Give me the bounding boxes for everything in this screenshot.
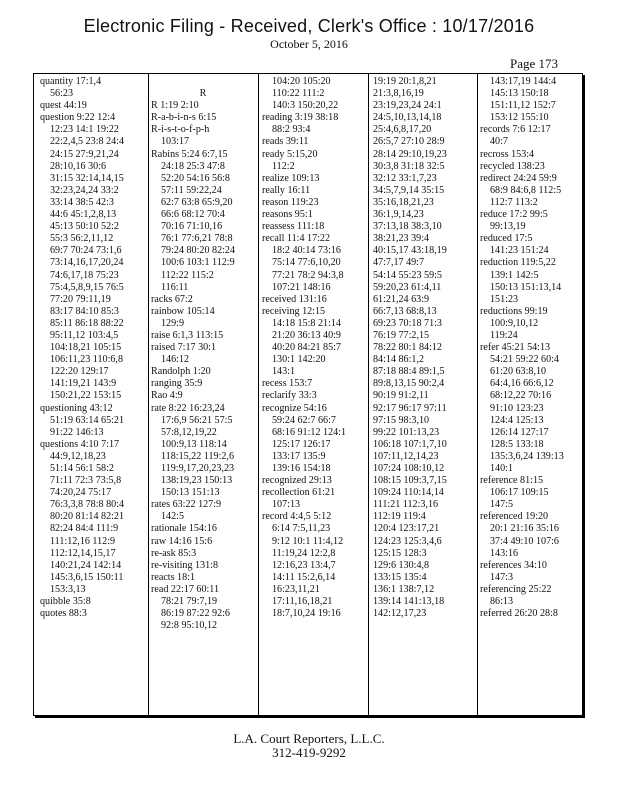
index-entry: referenced 19:20 [480, 511, 549, 523]
page-number: Page 173 [509, 56, 558, 71]
index-entry: 147:3 [490, 571, 513, 583]
index-entry: 86:19 87:22 92:6 [161, 608, 230, 620]
index-entry: 61:20 63:8,10 [490, 366, 547, 378]
index-entry: reduction 119:5,22 [480, 257, 556, 269]
index-entry: 12:23 14:1 19:22 [50, 124, 119, 136]
index-entry: 112:7 113:2 [490, 196, 538, 208]
index-entry: 47:7,17 49:7 [373, 257, 425, 269]
index-entry: 106:17 109:15 [490, 487, 549, 499]
column-divider [477, 74, 478, 715]
index-entry: 17:11,16,18,21 [272, 596, 333, 608]
index-entry: 17:6,9 56:21 57:5 [161, 414, 233, 426]
index-entry: recall 11:4 17:22 [262, 233, 331, 245]
index-entry: 44:9,12,18,23 [50, 450, 106, 462]
index-entry: 68:12,22 70:16 [490, 390, 552, 402]
index-entry: 147:5 [490, 499, 513, 511]
index-entry: 106:11,23 110:6,8 [50, 354, 123, 366]
index-entry: 77:20 79:11,19 [50, 293, 111, 305]
index-entry: really 16:11 [262, 184, 311, 196]
index-entry: 32:23,24,24 33:2 [50, 184, 119, 196]
letter-heading: R [199, 88, 207, 100]
index-entry: 153:3,13 [50, 583, 86, 595]
column-divider [368, 74, 369, 715]
index-entry: 124:23 125:3,4,6 [373, 535, 442, 547]
index-entry: 38:21,23 39:4 [373, 233, 430, 245]
index-entry: ranging 35:9 [151, 378, 203, 390]
index-entry: raised 7:17 30:1 [151, 342, 217, 354]
index-entry: rate 8:22 16:23,24 [151, 402, 225, 414]
index-entry: quotes 88:3 [40, 608, 87, 620]
index-entry: 153:12 155:10 [490, 112, 549, 124]
index-entry: ready 5:15,20 [262, 148, 318, 160]
index-entry: records 7:6 12:17 [480, 124, 551, 136]
index-entry: recollection 61:21 [262, 487, 336, 499]
index-entry: R-i-s-t-o-f-p-h [151, 124, 210, 136]
index-entry: 151:23 [490, 293, 519, 305]
index-entry: 40:7 [490, 136, 508, 148]
index-entry: 24:15 27:9,21,24 [50, 148, 119, 160]
court-reporter-phone: 312-419-9292 [272, 745, 346, 760]
index-entry: 54:21 59:22 60:4 [490, 354, 559, 366]
index-entry: read 22:17 60:11 [151, 583, 220, 595]
index-entry: 78:22 80:1 84:12 [373, 342, 442, 354]
index-entry: questioning 43:12 [40, 402, 113, 414]
index-entry: 11:19,24 12:2,8 [272, 547, 336, 559]
index-entry: 133:17 135:9 [272, 450, 326, 462]
index-entry: 99:13,19 [490, 221, 526, 233]
index-entry: 122:20 129:17 [50, 366, 109, 378]
index-entry: 100:9,10,12 [490, 317, 539, 329]
index-entry: 100:9,13 118:14 [161, 438, 227, 450]
index-entry: 24:5,10,13,14,18 [373, 112, 442, 124]
index-entry: raw 14:16 15:6 [151, 535, 213, 547]
index-entry: 26:5,7 27:10 28:9 [373, 136, 445, 148]
index-entry: 143:17,19 144:4 [490, 76, 557, 87]
index-column-4 [373, 76, 473, 713]
index-entry: 126:14 127:17 [490, 426, 549, 438]
index-entry: 150:13 151:13,14 [490, 281, 562, 293]
index-entry: 57:8,12,19,22 [161, 426, 217, 438]
index-entry: reductions 99:19 [480, 305, 548, 317]
index-entry: 104:20 105:20 [272, 76, 331, 87]
index-entry: 139:14 141:13,18 [373, 596, 445, 608]
index-entry: 74:6,17,18 75:23 [50, 269, 119, 281]
index-entry: 111:21 112:3,16 [373, 499, 439, 511]
index-entry: R 1:19 2:10 [151, 100, 199, 112]
index-entry: 79:24 80:20 82:24 [161, 245, 236, 257]
index-entry: 138:19,23 150:13 [161, 475, 233, 487]
index-entry: quest 44:19 [40, 100, 87, 112]
index-entry: 139:1 142:5 [490, 269, 539, 281]
index-entry: 109:24 110:14,14 [373, 487, 444, 499]
index-entry: 28:14 29:10,19,23 [373, 148, 447, 160]
index-entry: 110:22 111:2 [272, 88, 325, 100]
index-entry: 107:13 [272, 499, 301, 511]
index-entry: 135:3,6,24 139:13 [490, 450, 564, 462]
index-entry: recognize 54:16 [262, 402, 327, 414]
index-entry: 31:15 32:14,14,15 [50, 172, 124, 184]
index-entry: 119:24 [490, 329, 518, 341]
index-entry: 28:10,16 30:6 [50, 160, 107, 172]
index-entry: 66:7,13 68:8,13 [373, 305, 437, 317]
index-entry: 91:22 146:13 [50, 426, 104, 438]
index-entry: 143:16 [490, 547, 519, 559]
index-entry: realize 109:13 [262, 172, 320, 184]
index-entry: re-ask 85:3 [151, 547, 197, 559]
index-entry: rates 63:22 127:9 [151, 499, 222, 511]
index-entry: references 34:10 [480, 559, 547, 571]
index-entry: 40:15,17 43:18,19 [373, 245, 447, 257]
index-entry: 23:19,23,24 24:1 [373, 100, 442, 112]
index-entry: 9:12 10:1 11:4,12 [272, 535, 344, 547]
index-entry: 92:8 95:10,12 [161, 620, 218, 632]
index-entry: 141:23 151:24 [490, 245, 549, 257]
index-entry: 133:15 135:4 [373, 571, 427, 583]
index-entry: 86:13 [490, 596, 513, 608]
index-entry: 116:11 [161, 281, 189, 293]
index-entry: 97:15 98:3,10 [373, 414, 430, 426]
index-entry: 90:19 91:2,11 [373, 390, 429, 402]
index-entry: 14:18 15:8 21:14 [272, 317, 341, 329]
index-entry: 125:17 126:17 [272, 438, 331, 450]
index-entry: 12:16,23 13:4,7 [272, 559, 336, 571]
index-entry: 150:13 151:13 [161, 487, 220, 499]
index-entry: 76:19 77:2,15 [373, 329, 430, 341]
index-entry: 142:5 [161, 511, 184, 523]
index-frame [33, 73, 583, 716]
index-entry: 108:15 109:3,7,15 [373, 475, 447, 487]
index-entry: 95:11,12 103:4,5 [50, 329, 119, 341]
index-entry [151, 76, 255, 88]
index-entry: 40:20 84:21 85:7 [272, 342, 341, 354]
index-entry: 140:21,24 142:14 [50, 559, 122, 571]
index-entry: 87:18 88:4 89:1,5 [373, 366, 445, 378]
index-entry: 24:18 25:3 47:8 [161, 160, 225, 172]
index-entry: 35:16,18,21,23 [373, 196, 434, 208]
index-entry: 59:20,23 61:4,11 [373, 281, 442, 293]
index-entry: 103:17 [161, 136, 190, 148]
index-entry: 82:24 84:4 111:9 [50, 523, 119, 535]
index-entry: 19:19 20:1,8,21 [373, 76, 437, 87]
index-entry: Rao 4:9 [151, 390, 183, 402]
index-entry: 85:11 86:18 88:22 [50, 317, 124, 329]
column-divider [148, 74, 149, 715]
index-entry: 136:1 138:7,12 [373, 583, 435, 595]
index-entry: 107:21 148:16 [272, 281, 331, 293]
index-entry: redirect 24:24 59:9 [480, 172, 557, 184]
index-entry: 44:6 45:1,2,8,13 [50, 209, 117, 221]
index-entry: re-visiting 131:8 [151, 559, 219, 571]
index-entry: 151:11,12 152:7 [490, 100, 556, 112]
column-divider [258, 74, 259, 715]
index-entry: 21:20 36:13 40:9 [272, 329, 341, 341]
index-entry: referencing 25:22 [480, 583, 552, 595]
index-entry: 89:8,13,15 90:2,4 [373, 378, 445, 390]
index-entry: 107:11,12,14,23 [373, 450, 439, 462]
index-entry: received 131:16 [262, 293, 327, 305]
index-entry: 142:12,17,23 [373, 608, 427, 620]
index-entry: 34:5,7,9,14 35:15 [373, 184, 445, 196]
index-entry: 51:14 56:1 58:2 [50, 463, 114, 474]
index-entry: 146:12 [161, 354, 190, 366]
index-entry: 18:2 40:14 73:16 [272, 245, 341, 257]
index-entry: question 9:22 12:4 [40, 112, 116, 124]
index-entry: 145:13 150:18 [490, 88, 549, 100]
index-entry: 33:14 38:5 42:3 [50, 196, 114, 208]
index-entry: 66:6 68:12 70:4 [161, 209, 225, 221]
index-entry: 45:13 50:10 52:2 [50, 221, 119, 233]
index-entry: 73:14,16,17,20,24 [50, 257, 124, 269]
index-entry: 59:24 62:7 66:7 [272, 414, 336, 426]
index-entry: 104:18,21 105:15 [50, 342, 122, 354]
index-entry: 36:1,9,14,23 [373, 209, 424, 221]
index-entry: reads 39:11 [262, 136, 309, 148]
index-entry: 129:9 [161, 317, 184, 329]
index-entry: 37:4 49:10 107:6 [490, 535, 559, 547]
index-entry: 51:19 63:14 65:21 [50, 414, 125, 426]
index-entry: 112:22 115:2 [161, 269, 214, 281]
index-entry: 88:2 93:4 [272, 124, 311, 136]
index-entry: receiving 12:15 [262, 305, 326, 317]
index-entry: reason 119:23 [262, 196, 319, 208]
index-entry: recycled 138:23 [480, 160, 545, 172]
index-entry: reclarify 33:3 [262, 390, 317, 402]
index-entry: 80:20 81:14 82:21 [50, 511, 125, 523]
index-entry: 83:17 84:10 85:3 [50, 305, 119, 317]
index-entry: 64:4,16 66:6,12 [490, 378, 554, 390]
index-column-5 [480, 76, 587, 713]
index-entry: 75:4,5,8,9,15 76:5 [50, 281, 124, 293]
index-entry: recognized 29:13 [262, 475, 332, 487]
index-entry: 57:11 59:22,24 [161, 184, 222, 196]
court-reporter-name: L.A. Court Reporters, L.L.C. [233, 731, 385, 746]
index-entry: racks 67:2 [151, 293, 193, 305]
index-entry: 37:13,18 38:3,10 [373, 221, 442, 233]
index-entry: 68:9 84:6,8 112:5 [490, 184, 562, 196]
index-entry: 68:16 91:12 124:1 [272, 426, 347, 438]
index-entry: 75:14 77:6,10,20 [272, 257, 341, 269]
index-entry: quibble 35:8 [40, 596, 91, 608]
index-entry: 124:4 125:13 [490, 414, 544, 426]
index-entry: 107:24 108:10,12 [373, 463, 445, 474]
index-entry: quantity 17:1,4 [40, 76, 102, 87]
index-entry: 76:1 77:6,21 78:8 [161, 233, 233, 245]
index-entry: 55:3 56:2,11,12 [50, 233, 114, 245]
index-entry: reassess 111:18 [262, 221, 325, 233]
index-entry: reacts 18:1 [151, 571, 196, 583]
index-entry: 21:3,8,16,19 [373, 88, 424, 100]
filing-header: Electronic Filing - Received, Clerk's Office : 10/17/2016 [83, 16, 535, 36]
index-entry: 74:20,24 75:17 [50, 487, 112, 499]
index-entry: questions 4:10 7:17 [40, 438, 120, 450]
index-entry: 129:6 130:4,8 [373, 559, 430, 571]
index-entry: recross 153:4 [480, 148, 535, 160]
index-entry: Rabins 5:24 6:7,15 [151, 148, 228, 160]
index-entry: 84:14 86:1,2 [373, 354, 425, 366]
index-entry: 20:1 21:16 35:16 [490, 523, 559, 535]
index-entry: 150:21,22 153:15 [50, 390, 122, 402]
index-entry: 6:14 7:5,11,23 [272, 523, 331, 535]
index-entry: 32:12 33:1,7,23 [373, 172, 437, 184]
index-column-2 [151, 76, 255, 713]
index-entry: 125:15 128:3 [373, 547, 427, 559]
index-entry: 91:10 123:23 [490, 402, 544, 414]
index-entry: 118:15,22 119:2,6 [161, 450, 234, 462]
index-entry: 70:16 71:10,16 [161, 221, 223, 233]
index-entry: recess 153:7 [262, 378, 313, 390]
index-entry: 106:18 107:1,7,10 [373, 438, 447, 450]
index-entry: referred 26:20 28:8 [480, 608, 558, 620]
index-entry: reduce 17:2 99:5 [480, 209, 548, 221]
index-entry: 143:1 [272, 366, 295, 378]
index-entry: reading 3:19 38:18 [262, 112, 339, 124]
index-entry: 111:12,16 112:9 [50, 535, 116, 547]
index-entry: reduced 17:5 [480, 233, 533, 245]
index-entry: raise 6:1,3 113:15 [151, 329, 224, 341]
index-entry: rainbow 105:14 [151, 305, 215, 317]
index-entry: 119:9,17,20,23,23 [161, 463, 235, 474]
index-entry: 120:4 123:17,21 [373, 523, 440, 535]
index-entry: 22:2,4,5 23:8 24:4 [50, 136, 125, 148]
index-entry: rationale 154:16 [151, 523, 217, 535]
index-entry: 69:7 70:24 73:1,6 [50, 245, 122, 257]
index-entry: Randolph 1:20 [151, 366, 211, 378]
index-entry: 62:7 63:8 65:9,20 [161, 196, 233, 208]
index-entry: 30:3,8 31:18 32:5 [373, 160, 445, 172]
index-entry: 61:21,24 63:9 [373, 293, 430, 305]
index-entry: 112:2 [272, 160, 295, 172]
index-entry: 130:1 142:20 [272, 354, 326, 366]
index-entry: 52:20 54:16 56:8 [161, 172, 230, 184]
index-column-3 [262, 76, 364, 713]
index-entry: 145:3,6,15 150:11 [50, 571, 124, 583]
index-entry: 25:4,6,8,17,20 [373, 124, 432, 136]
index-entry: 140:1 [490, 463, 513, 474]
index-entry: 78:21 79:7,19 [161, 596, 218, 608]
index-entry: 112:12,14,15,17 [50, 547, 116, 559]
index-entry: record 4:4,5 5:12 [262, 511, 332, 523]
index-entry: 18:7,10,24 19:16 [272, 608, 341, 620]
index-entry: 100:6 103:1 112:9 [161, 257, 235, 269]
index-entry: reference 81:15 [480, 475, 544, 487]
index-entry: 71:11 72:3 73:5,8 [50, 475, 122, 487]
index-entry: 99:22 101:13,23 [373, 426, 440, 438]
index-entry: refer 45:21 54:13 [480, 342, 551, 354]
index-entry: 140:3 150:20,22 [272, 100, 339, 112]
index-entry: 56:23 [50, 88, 73, 100]
index-entry: 69:23 70:18 71:3 [373, 317, 442, 329]
index-entry: 77:21 78:2 94:3,8 [272, 269, 344, 281]
index-entry: 14:11 15:2,6,14 [272, 571, 336, 583]
index-entry: 128:5 133:18 [490, 438, 544, 450]
index-entry: 141:19,21 143:9 [50, 378, 117, 390]
index-column-1 [40, 76, 142, 713]
index-entry: 54:14 55:23 59:5 [373, 269, 442, 281]
index-entry: 139:16 154:18 [272, 463, 331, 474]
deposition-date: October 5, 2016 [270, 37, 348, 51]
index-entry: 76:3,3,8 78:8 80:4 [50, 499, 125, 511]
index-entry: R-a-b-i-n-s 6:15 [151, 112, 217, 124]
index-entry: 112:19 119:4 [373, 511, 426, 523]
index-entry: reasons 95:1 [262, 209, 313, 221]
index-entry: 92:17 96:17 97:11 [373, 402, 447, 414]
index-entry: 16:23,11,21 [272, 583, 320, 595]
